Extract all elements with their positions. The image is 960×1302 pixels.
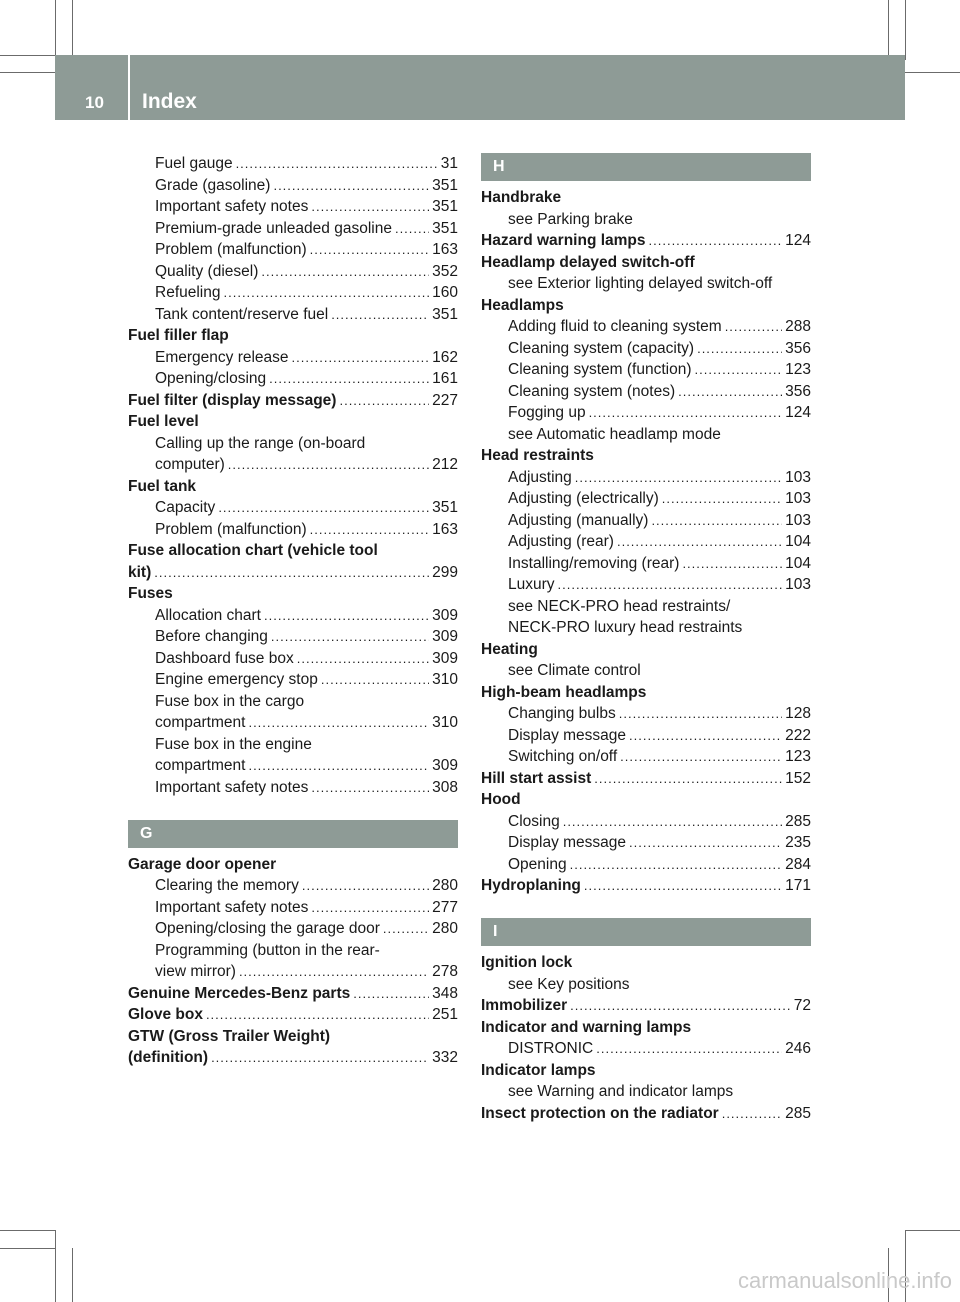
index-subentry bbox=[128, 282, 458, 304]
entry-text: Heating bbox=[481, 640, 538, 658]
entry-text: Adjusting bbox=[508, 468, 572, 486]
crop-mark bbox=[72, 0, 73, 60]
dot-leader bbox=[224, 282, 430, 304]
section-heading: I bbox=[481, 918, 811, 946]
page-reference[interactable]: 104 bbox=[785, 533, 811, 550]
index-subentry bbox=[481, 359, 811, 381]
index-entry bbox=[481, 682, 811, 704]
entry-text: Glove box bbox=[128, 1006, 203, 1023]
dot-leader bbox=[629, 725, 782, 747]
entry-text: Adjusting (electrically) bbox=[508, 490, 659, 507]
index-entry bbox=[128, 562, 458, 584]
index-subentry bbox=[481, 746, 811, 768]
dot-leader bbox=[619, 703, 782, 725]
entry-text: Display message bbox=[508, 726, 627, 744]
entry-text: High-beam headlamps bbox=[481, 683, 647, 701]
index-subentry bbox=[128, 454, 458, 476]
entry-text: computer) bbox=[155, 456, 225, 473]
index-subentry bbox=[128, 347, 458, 369]
entry-text: Luxury bbox=[508, 576, 555, 593]
entry-text: see Automatic headlamp mode bbox=[508, 425, 721, 443]
entry-text: compartment bbox=[155, 714, 246, 731]
entry-text: Fuel gauge bbox=[155, 155, 233, 172]
page-reference[interactable]: 123 bbox=[785, 748, 811, 765]
index-subentry bbox=[128, 368, 458, 390]
index-entry bbox=[481, 252, 811, 274]
section-spacer bbox=[128, 798, 458, 820]
page-reference[interactable]: 163 bbox=[432, 520, 458, 538]
page-reference[interactable]: 171 bbox=[785, 877, 811, 894]
entry-text: Hydroplaning bbox=[481, 877, 581, 894]
entry-text: Adding fluid to cleaning system bbox=[508, 318, 722, 335]
index-column-left bbox=[128, 153, 458, 1069]
index-entry bbox=[481, 1103, 811, 1125]
page-reference[interactable]: 246 bbox=[785, 1040, 811, 1057]
crop-mark bbox=[888, 0, 889, 60]
page-reference[interactable]: 356 bbox=[785, 339, 811, 357]
page-header bbox=[55, 55, 905, 120]
entry-text: Fuel tank bbox=[128, 477, 197, 495]
entry-text: see Exterior lighting delayed switch-off bbox=[508, 275, 773, 292]
entry-text: see Key positions bbox=[508, 975, 630, 993]
entry-text: Garage door opener bbox=[128, 855, 277, 873]
entry-text: Quality (diesel) bbox=[155, 262, 259, 280]
dot-leader bbox=[292, 347, 430, 369]
entry-text: Indicator lamps bbox=[481, 1061, 596, 1079]
index-subentry bbox=[481, 424, 811, 446]
index-subentry bbox=[128, 261, 458, 283]
index-subentry bbox=[481, 832, 811, 854]
page-reference[interactable]: 227 bbox=[432, 391, 458, 409]
index-subentry bbox=[128, 497, 458, 519]
index-entry bbox=[481, 445, 811, 467]
entry-text: DISTRONIC bbox=[508, 1040, 594, 1057]
entry-text: compartment bbox=[155, 757, 246, 774]
index-subentry bbox=[481, 574, 811, 596]
dot-leader bbox=[584, 875, 782, 897]
entry-text: Cleaning system (notes) bbox=[508, 382, 676, 400]
page-number: 10 bbox=[85, 93, 104, 112]
index-column-right bbox=[481, 153, 811, 1124]
entry-text: Allocation chart bbox=[155, 606, 261, 624]
crop-mark bbox=[0, 1230, 56, 1231]
dot-leader bbox=[339, 390, 429, 412]
dot-leader bbox=[697, 338, 782, 360]
entry-text: see Climate control bbox=[508, 662, 641, 679]
dot-leader bbox=[558, 574, 783, 596]
page-reference[interactable]: 124 bbox=[785, 232, 811, 249]
entry-text: Clearing the memory bbox=[155, 877, 299, 894]
dot-leader bbox=[682, 553, 782, 575]
index-subentry bbox=[128, 605, 458, 627]
entry-text: Immobilizer bbox=[481, 997, 568, 1014]
entry-text: Head restraints bbox=[481, 447, 594, 464]
crop-mark bbox=[55, 0, 56, 60]
index-subentry bbox=[128, 712, 458, 734]
index-subentry bbox=[128, 218, 458, 240]
page-title: Index bbox=[142, 90, 197, 113]
entry-text: Fuel filler flap bbox=[128, 327, 229, 344]
entry-text: Fogging up bbox=[508, 404, 586, 421]
dot-leader bbox=[269, 368, 429, 390]
crop-mark bbox=[905, 0, 906, 60]
dot-leader bbox=[695, 359, 783, 381]
page-reference[interactable]: 31 bbox=[440, 155, 458, 172]
entry-text: Emergency release bbox=[155, 348, 289, 366]
index-entry bbox=[128, 476, 458, 498]
crop-mark bbox=[72, 1248, 73, 1302]
crop-mark bbox=[0, 1248, 56, 1249]
index-subentry bbox=[128, 175, 458, 197]
page-reference[interactable]: 162 bbox=[432, 348, 458, 366]
dot-leader bbox=[678, 381, 782, 403]
index-entry bbox=[128, 1004, 458, 1026]
entry-text: GTW (Gross Trailer Weight) bbox=[128, 1027, 331, 1045]
index-subentry bbox=[481, 974, 811, 996]
page-reference[interactable]: 356 bbox=[785, 382, 811, 400]
index-subentry bbox=[128, 304, 458, 326]
index-entry bbox=[481, 230, 811, 252]
entry-text: Insect protection on the radiator bbox=[481, 1104, 719, 1122]
index-subentry bbox=[128, 897, 458, 919]
entry-text: see Warning and indicator lamps bbox=[508, 1083, 734, 1100]
index-subentry bbox=[128, 734, 458, 756]
index-entry bbox=[128, 1047, 458, 1069]
dot-leader bbox=[395, 218, 429, 240]
page-reference[interactable]: 124 bbox=[785, 404, 811, 421]
index-entry bbox=[481, 295, 811, 317]
entry-text: Switching on/off bbox=[508, 748, 618, 765]
index-entry bbox=[481, 789, 811, 811]
dot-leader bbox=[310, 239, 430, 261]
dot-leader bbox=[154, 562, 429, 584]
page-reference[interactable]: 212 bbox=[432, 456, 458, 473]
section-heading: H bbox=[481, 153, 811, 181]
index-subentry bbox=[481, 553, 811, 575]
dot-leader bbox=[248, 712, 429, 734]
entry-text: Programming (button in the rear- bbox=[155, 941, 380, 959]
page-reference[interactable]: 128 bbox=[785, 705, 811, 722]
index-entry bbox=[128, 1026, 458, 1048]
index-subentry bbox=[481, 209, 811, 231]
dot-leader bbox=[311, 897, 429, 919]
entry-text: Hood bbox=[481, 791, 521, 808]
entry-text: Genuine Mercedes-Benz parts bbox=[128, 984, 351, 1002]
index-entry bbox=[481, 952, 811, 974]
dot-leader bbox=[570, 854, 783, 876]
dot-leader bbox=[311, 777, 429, 799]
entry-text: Fuses bbox=[128, 585, 173, 602]
index-entry bbox=[481, 187, 811, 209]
page-reference[interactable]: 278 bbox=[432, 963, 458, 980]
page-reference[interactable]: 235 bbox=[785, 834, 811, 851]
page-reference[interactable]: 280 bbox=[432, 920, 458, 937]
entry-text: Adjusting (rear) bbox=[508, 533, 614, 550]
dot-leader bbox=[594, 768, 782, 790]
index-entry bbox=[128, 983, 458, 1005]
index-entry bbox=[481, 1017, 811, 1039]
dot-leader bbox=[311, 196, 429, 218]
index-subentry bbox=[481, 273, 811, 295]
dot-leader bbox=[206, 1004, 429, 1026]
page-reference[interactable]: 351 bbox=[432, 198, 458, 215]
dot-leader bbox=[725, 316, 782, 338]
entry-text: Changing bulbs bbox=[508, 705, 616, 722]
dot-leader bbox=[383, 918, 429, 940]
page-reference[interactable]: 285 bbox=[785, 812, 811, 830]
index-subentry bbox=[481, 510, 811, 532]
crop-mark bbox=[0, 72, 56, 73]
page-reference[interactable]: 308 bbox=[432, 778, 458, 796]
entry-text: Indicator and warning lamps bbox=[481, 1018, 692, 1036]
entry-text: Fuse box in the engine bbox=[155, 735, 312, 753]
page-reference[interactable]: 280 bbox=[432, 877, 458, 894]
dot-leader bbox=[563, 811, 782, 833]
entry-text: Important safety notes bbox=[155, 778, 309, 796]
crop-mark bbox=[905, 72, 960, 73]
dot-leader bbox=[273, 175, 429, 197]
page-reference[interactable]: 72 bbox=[793, 997, 811, 1014]
index-entry bbox=[128, 854, 458, 876]
entry-text: Opening/closing the garage door bbox=[155, 920, 380, 937]
index-subentry bbox=[128, 433, 458, 455]
page-reference[interactable]: 152 bbox=[785, 769, 811, 787]
dot-leader bbox=[629, 832, 782, 854]
dot-leader bbox=[248, 755, 429, 777]
page-reference[interactable]: 299 bbox=[432, 563, 458, 581]
watermark: carmanualsonline.info bbox=[737, 1268, 952, 1293]
entry-text: Problem (malfunction) bbox=[155, 241, 307, 258]
page-reference[interactable]: 284 bbox=[785, 855, 811, 873]
page-reference[interactable]: 103 bbox=[785, 511, 811, 529]
page-reference[interactable]: 351 bbox=[432, 305, 458, 323]
dot-leader bbox=[662, 488, 782, 510]
index-subentry bbox=[128, 669, 458, 691]
index-subentry bbox=[128, 755, 458, 777]
index-subentry bbox=[128, 940, 458, 962]
dot-leader bbox=[264, 605, 429, 627]
dot-leader bbox=[239, 961, 429, 983]
index-entry bbox=[481, 875, 811, 897]
index-entry bbox=[128, 583, 458, 605]
entry-text: Premium-grade unleaded gasoline bbox=[155, 219, 392, 237]
page-reference[interactable]: 222 bbox=[785, 726, 811, 744]
index-subentry bbox=[481, 1038, 811, 1060]
dot-leader bbox=[236, 153, 438, 175]
index-subentry bbox=[128, 691, 458, 713]
dot-leader bbox=[321, 669, 429, 691]
entry-text: see NECK-PRO head restraints/ bbox=[508, 597, 731, 615]
entry-text: Closing bbox=[508, 812, 560, 830]
dot-leader bbox=[271, 626, 429, 648]
entry-text: Important safety notes bbox=[155, 198, 309, 215]
page-reference[interactable]: 351 bbox=[432, 499, 458, 516]
dot-leader bbox=[211, 1047, 429, 1069]
index-subentry bbox=[481, 338, 811, 360]
dot-leader bbox=[722, 1103, 782, 1125]
dot-leader bbox=[651, 510, 782, 532]
header-divider bbox=[128, 55, 130, 120]
page-reference[interactable]: 348 bbox=[432, 984, 458, 1002]
entry-text: Opening bbox=[508, 855, 567, 873]
page-reference[interactable]: 277 bbox=[432, 898, 458, 916]
dot-leader bbox=[596, 1038, 782, 1060]
index-subentry bbox=[481, 617, 811, 639]
index-subentry bbox=[481, 531, 811, 553]
index-subentry bbox=[128, 961, 458, 983]
page-reference[interactable]: 310 bbox=[432, 671, 458, 688]
entry-text: Hazard warning lamps bbox=[481, 232, 646, 249]
dot-leader bbox=[617, 531, 782, 553]
page-reference[interactable]: 309 bbox=[432, 757, 458, 774]
page-reference[interactable]: 285 bbox=[785, 1104, 811, 1122]
page-reference[interactable]: 309 bbox=[432, 606, 458, 624]
dot-leader bbox=[297, 648, 429, 670]
entry-text: Hill start assist bbox=[481, 769, 592, 787]
page-reference[interactable]: 351 bbox=[432, 219, 458, 237]
crop-mark bbox=[905, 1230, 960, 1231]
index-entry bbox=[481, 995, 811, 1017]
entry-text: (definition) bbox=[128, 1049, 209, 1066]
dot-leader bbox=[649, 230, 783, 252]
entry-text: Engine emergency stop bbox=[155, 671, 318, 688]
index-subentry bbox=[481, 488, 811, 510]
index-entry bbox=[128, 411, 458, 433]
dot-leader bbox=[589, 402, 783, 424]
entry-text: Cleaning system (capacity) bbox=[508, 339, 695, 357]
section-spacer bbox=[481, 897, 811, 919]
entry-text: Dashboard fuse box bbox=[155, 649, 294, 667]
index-subentry bbox=[128, 519, 458, 541]
index-subentry bbox=[481, 467, 811, 489]
page-reference[interactable]: 288 bbox=[785, 318, 811, 335]
dot-leader bbox=[575, 467, 782, 489]
index-subentry bbox=[128, 777, 458, 799]
page-reference[interactable]: 103 bbox=[785, 468, 811, 486]
dot-leader bbox=[570, 995, 791, 1017]
entry-text: Adjusting (manually) bbox=[508, 511, 649, 529]
page-reference[interactable]: 310 bbox=[432, 714, 458, 731]
index-subentry bbox=[481, 316, 811, 338]
dot-leader bbox=[228, 454, 429, 476]
index-subentry bbox=[481, 596, 811, 618]
entry-text: Ignition lock bbox=[481, 954, 573, 971]
entry-text: Calling up the range (on-board bbox=[155, 434, 366, 452]
entry-text: Headlamp delayed switch-off bbox=[481, 253, 695, 271]
entry-text: NECK-PRO luxury head restraints bbox=[508, 619, 743, 636]
dot-leader bbox=[353, 983, 429, 1005]
index-subentry bbox=[481, 811, 811, 833]
dot-leader bbox=[310, 519, 430, 541]
entry-text: kit) bbox=[128, 563, 152, 581]
page-reference[interactable]: 163 bbox=[432, 241, 458, 258]
section-heading: G bbox=[128, 820, 458, 848]
dot-leader bbox=[302, 875, 429, 897]
index-entry bbox=[481, 768, 811, 790]
index-entry bbox=[128, 390, 458, 412]
dot-leader bbox=[218, 497, 429, 519]
page-reference[interactable]: 309 bbox=[432, 628, 458, 645]
index-subentry bbox=[481, 854, 811, 876]
entry-text: Display message bbox=[508, 834, 627, 851]
entry-text: Fuel level bbox=[128, 413, 199, 430]
entry-text: view mirror) bbox=[155, 963, 236, 980]
index-entry bbox=[128, 325, 458, 347]
entry-text: see Parking brake bbox=[508, 210, 633, 228]
index-subentry bbox=[128, 875, 458, 897]
page-reference[interactable]: 161 bbox=[432, 370, 458, 387]
crop-mark bbox=[55, 1230, 56, 1302]
page-reference[interactable]: 103 bbox=[785, 576, 811, 593]
entry-text: Opening/closing bbox=[155, 370, 267, 387]
entry-text: Cleaning system (function) bbox=[508, 361, 692, 378]
index-subentry bbox=[481, 660, 811, 682]
dot-leader bbox=[261, 261, 429, 283]
entry-text: Capacity bbox=[155, 499, 216, 516]
dot-leader bbox=[620, 746, 782, 768]
index-entry bbox=[481, 639, 811, 661]
entry-text: Fuel filter (display message) bbox=[128, 391, 337, 409]
entry-text: Installing/removing (rear) bbox=[508, 554, 680, 572]
index-subentry bbox=[481, 381, 811, 403]
index-subentry bbox=[128, 648, 458, 670]
entry-text: Refueling bbox=[155, 284, 221, 301]
page-reference[interactable]: 332 bbox=[432, 1049, 458, 1066]
index-subentry bbox=[481, 402, 811, 424]
index-subentry bbox=[128, 153, 458, 175]
entry-text: Headlamps bbox=[481, 296, 564, 314]
entry-text: Fuse allocation chart (vehicle tool bbox=[128, 542, 378, 559]
index-entry bbox=[128, 540, 458, 562]
entry-text: Before changing bbox=[155, 628, 268, 645]
entry-text: Important safety notes bbox=[155, 898, 309, 916]
index-entry bbox=[481, 1060, 811, 1082]
entry-text: Tank content/reserve fuel bbox=[155, 305, 329, 323]
page-reference[interactable]: 351 bbox=[432, 176, 458, 194]
index-subentry bbox=[481, 725, 811, 747]
page-reference[interactable]: 103 bbox=[785, 490, 811, 507]
entry-text: Fuse box in the cargo bbox=[155, 692, 305, 710]
index-subentry bbox=[481, 1081, 811, 1103]
index-subentry bbox=[128, 196, 458, 218]
index-subentry bbox=[128, 626, 458, 648]
page-reference[interactable]: 251 bbox=[432, 1006, 458, 1023]
page-reference[interactable]: 123 bbox=[785, 361, 811, 378]
entry-text: Handbrake bbox=[481, 189, 562, 206]
index-subentry bbox=[481, 703, 811, 725]
page-reference[interactable]: 104 bbox=[785, 554, 811, 572]
page-reference[interactable]: 309 bbox=[432, 649, 458, 667]
index-subentry bbox=[128, 918, 458, 940]
entry-text: Problem (malfunction) bbox=[155, 520, 307, 538]
page-reference[interactable]: 352 bbox=[432, 262, 458, 280]
dot-leader bbox=[331, 304, 429, 326]
page-reference[interactable]: 160 bbox=[432, 284, 458, 301]
index-subentry bbox=[128, 239, 458, 261]
entry-text: Grade (gasoline) bbox=[155, 176, 271, 194]
